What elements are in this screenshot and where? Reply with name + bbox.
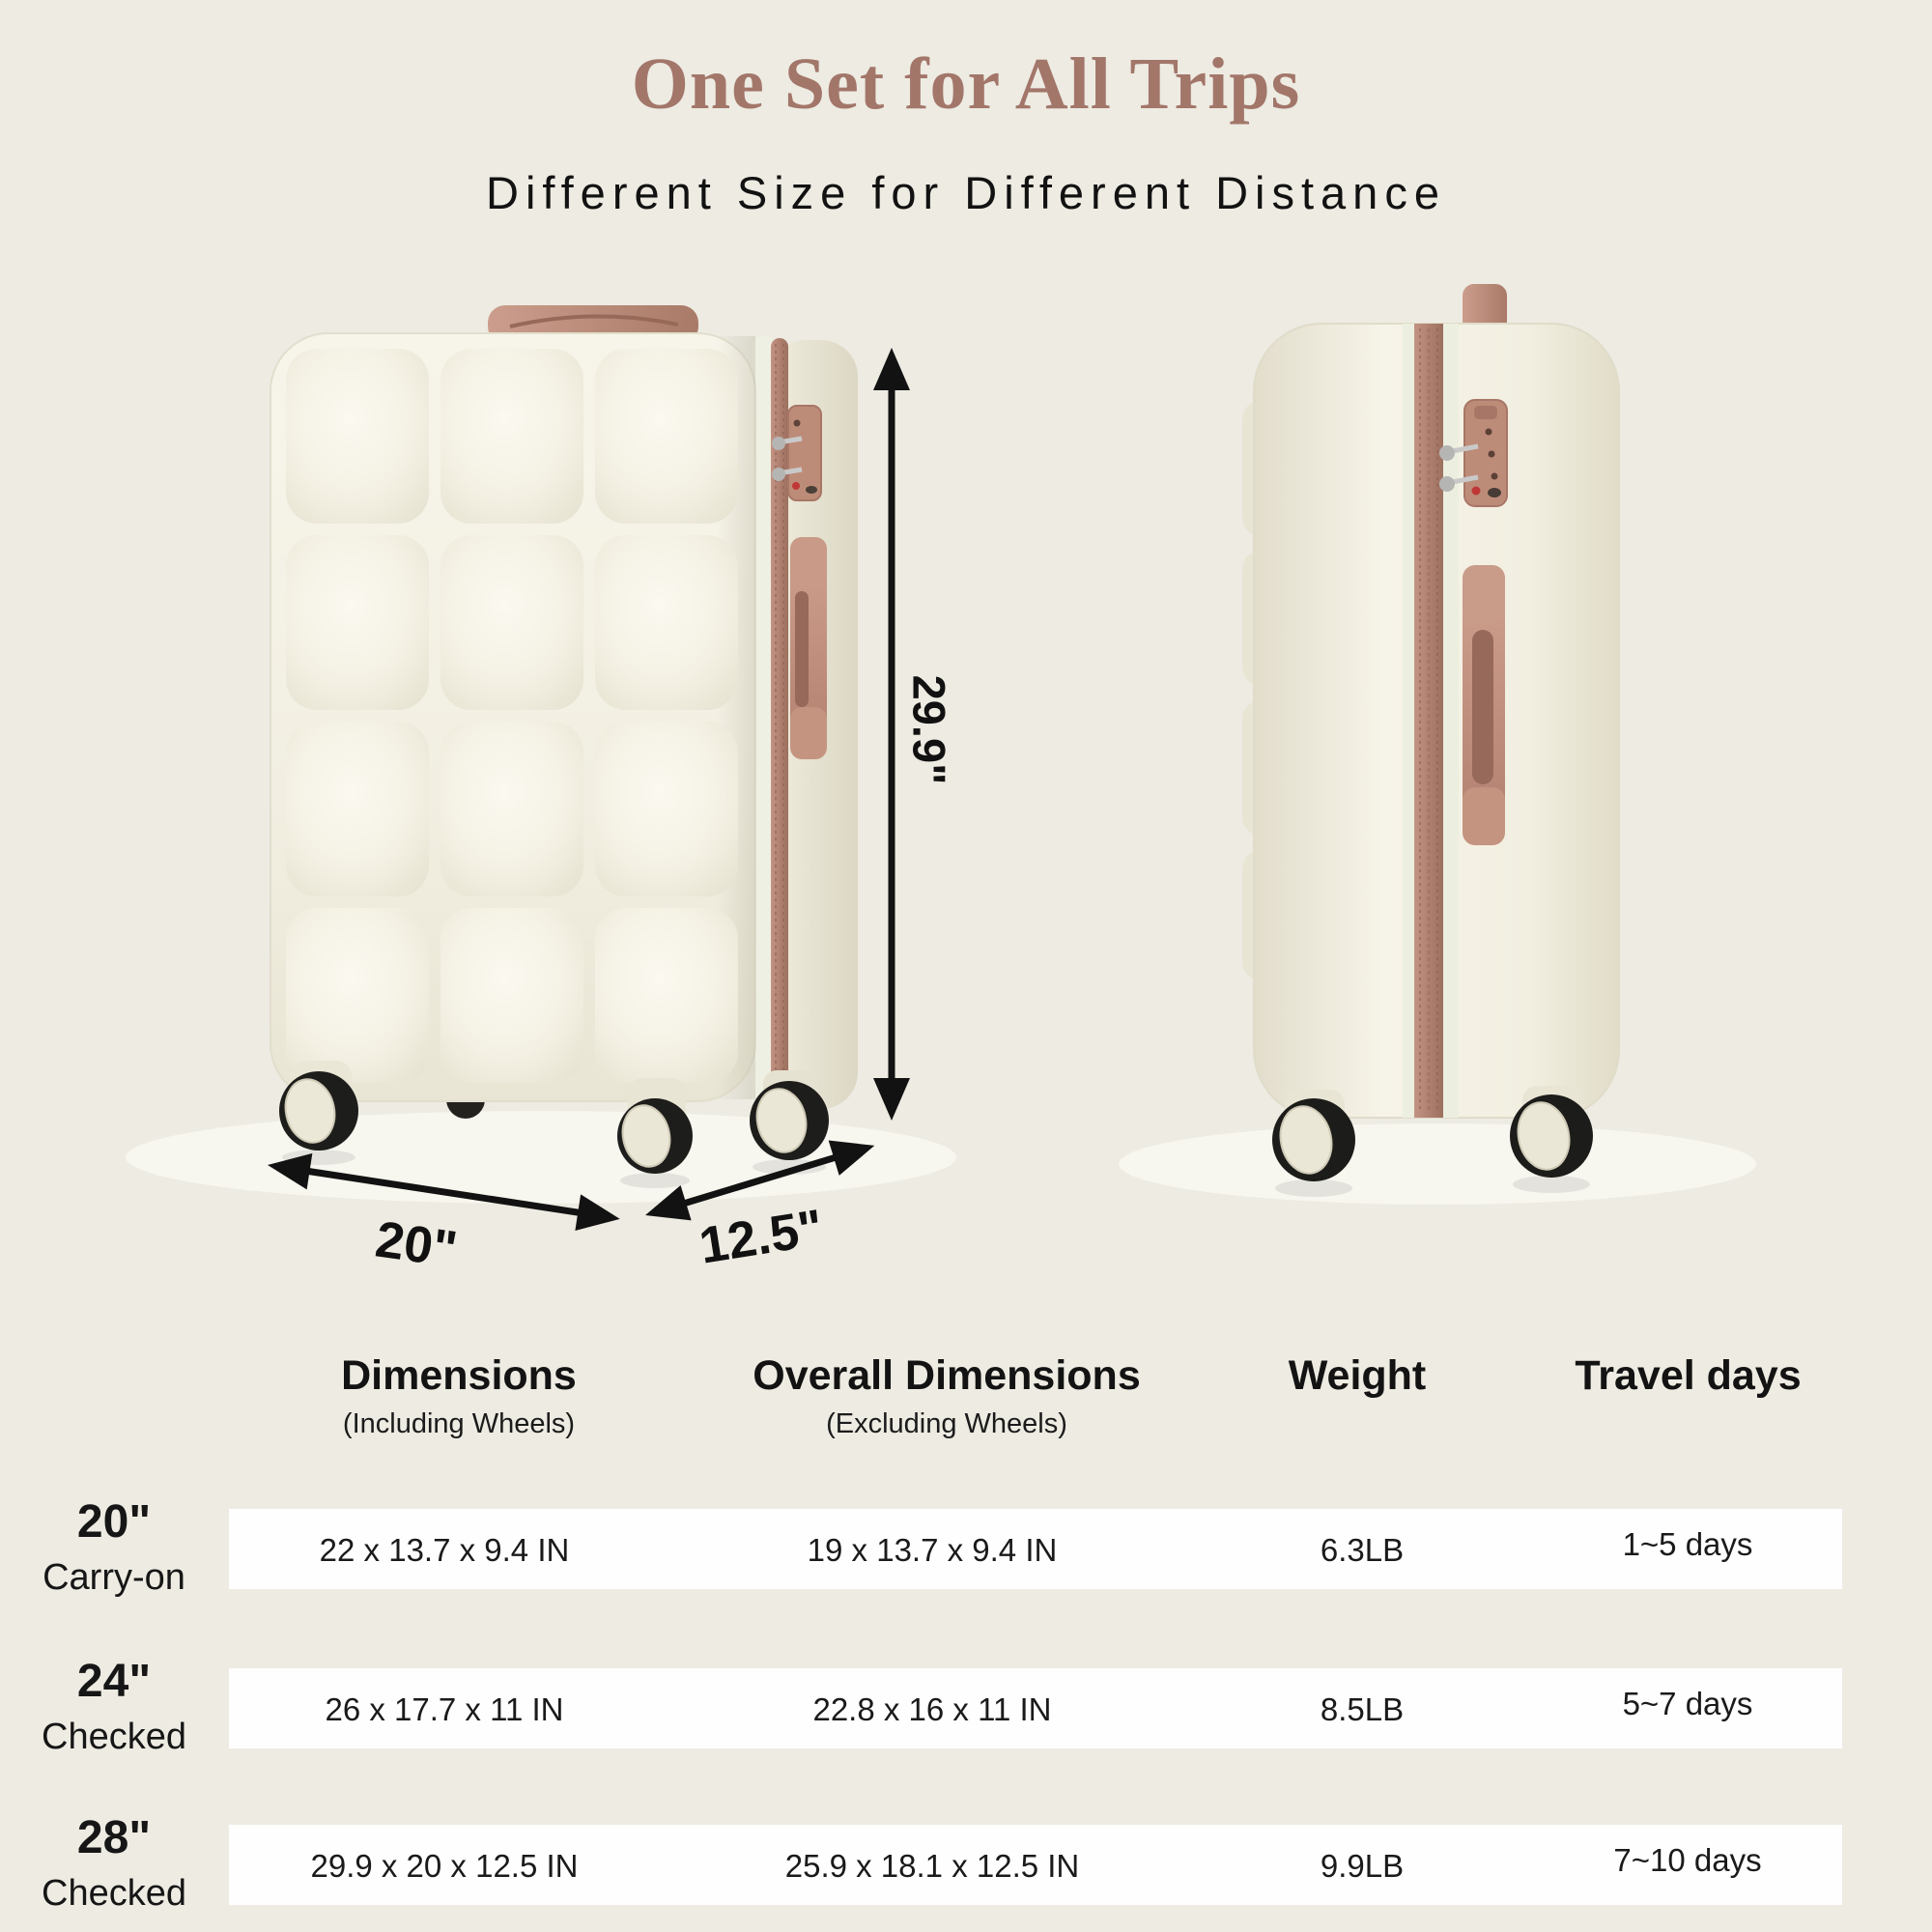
table-header-travel-days: Travel days <box>1575 1352 1802 1399</box>
cell-dimensions: 22 x 13.7 x 9.4 IN <box>319 1532 570 1568</box>
cell-weight: 8.5LB <box>1320 1691 1405 1727</box>
table-header-weight: Weight <box>1288 1352 1427 1399</box>
front-suitcase-graphic <box>126 305 956 1204</box>
page-title: One Set for All Trips <box>631 43 1301 125</box>
cell-overall-dimensions: 22.8 x 16 x 11 IN <box>812 1691 1052 1727</box>
cell-dimensions: 26 x 17.7 x 11 IN <box>325 1691 564 1727</box>
side-grab-handle <box>1463 565 1505 845</box>
side-zipper-band <box>1403 324 1459 1118</box>
row-size-label: 24" <box>76 1656 152 1707</box>
row-type-label: Checked <box>42 1873 186 1914</box>
height-dimension-label: 29.9" <box>903 674 955 785</box>
cell-travel-days: 5~7 days <box>1622 1686 1753 1721</box>
cell-travel-days: 7~10 days <box>1613 1842 1762 1878</box>
page-subtitle: Different Size for Different Distance <box>486 167 1446 218</box>
cell-dimensions: 29.9 x 20 x 12.5 IN <box>310 1848 579 1884</box>
floor-glow <box>1119 1123 1756 1205</box>
front-zipper <box>771 338 788 1109</box>
width-dimension-label: 20" <box>372 1210 461 1279</box>
depth-dimension-label: 12.5" <box>696 1199 827 1275</box>
cell-overall-dimensions: 19 x 13.7 x 9.4 IN <box>807 1532 1058 1568</box>
row-size-label: 28" <box>76 1812 152 1863</box>
row-size-label: 20" <box>76 1496 152 1548</box>
row-type-label: Checked <box>42 1717 186 1757</box>
cell-travel-days: 1~5 days <box>1622 1526 1753 1562</box>
cell-overall-dimensions: 25.9 x 18.1 x 12.5 IN <box>784 1848 1080 1884</box>
row-type-label: Carry-on <box>43 1557 185 1598</box>
cell-weight: 9.9LB <box>1320 1848 1405 1884</box>
table-subheader-including-wheels: (Including Wheels) <box>342 1408 576 1439</box>
table-header-overall-dimensions: Overall Dimensions <box>753 1352 1141 1399</box>
cell-weight: 6.3LB <box>1320 1532 1405 1568</box>
table-subheader-excluding-wheels: (Excluding Wheels) <box>826 1408 1067 1439</box>
front-side-handle <box>790 537 827 759</box>
table-header-dimensions: Dimensions <box>341 1352 577 1399</box>
side-suitcase-graphic <box>1119 284 1756 1205</box>
